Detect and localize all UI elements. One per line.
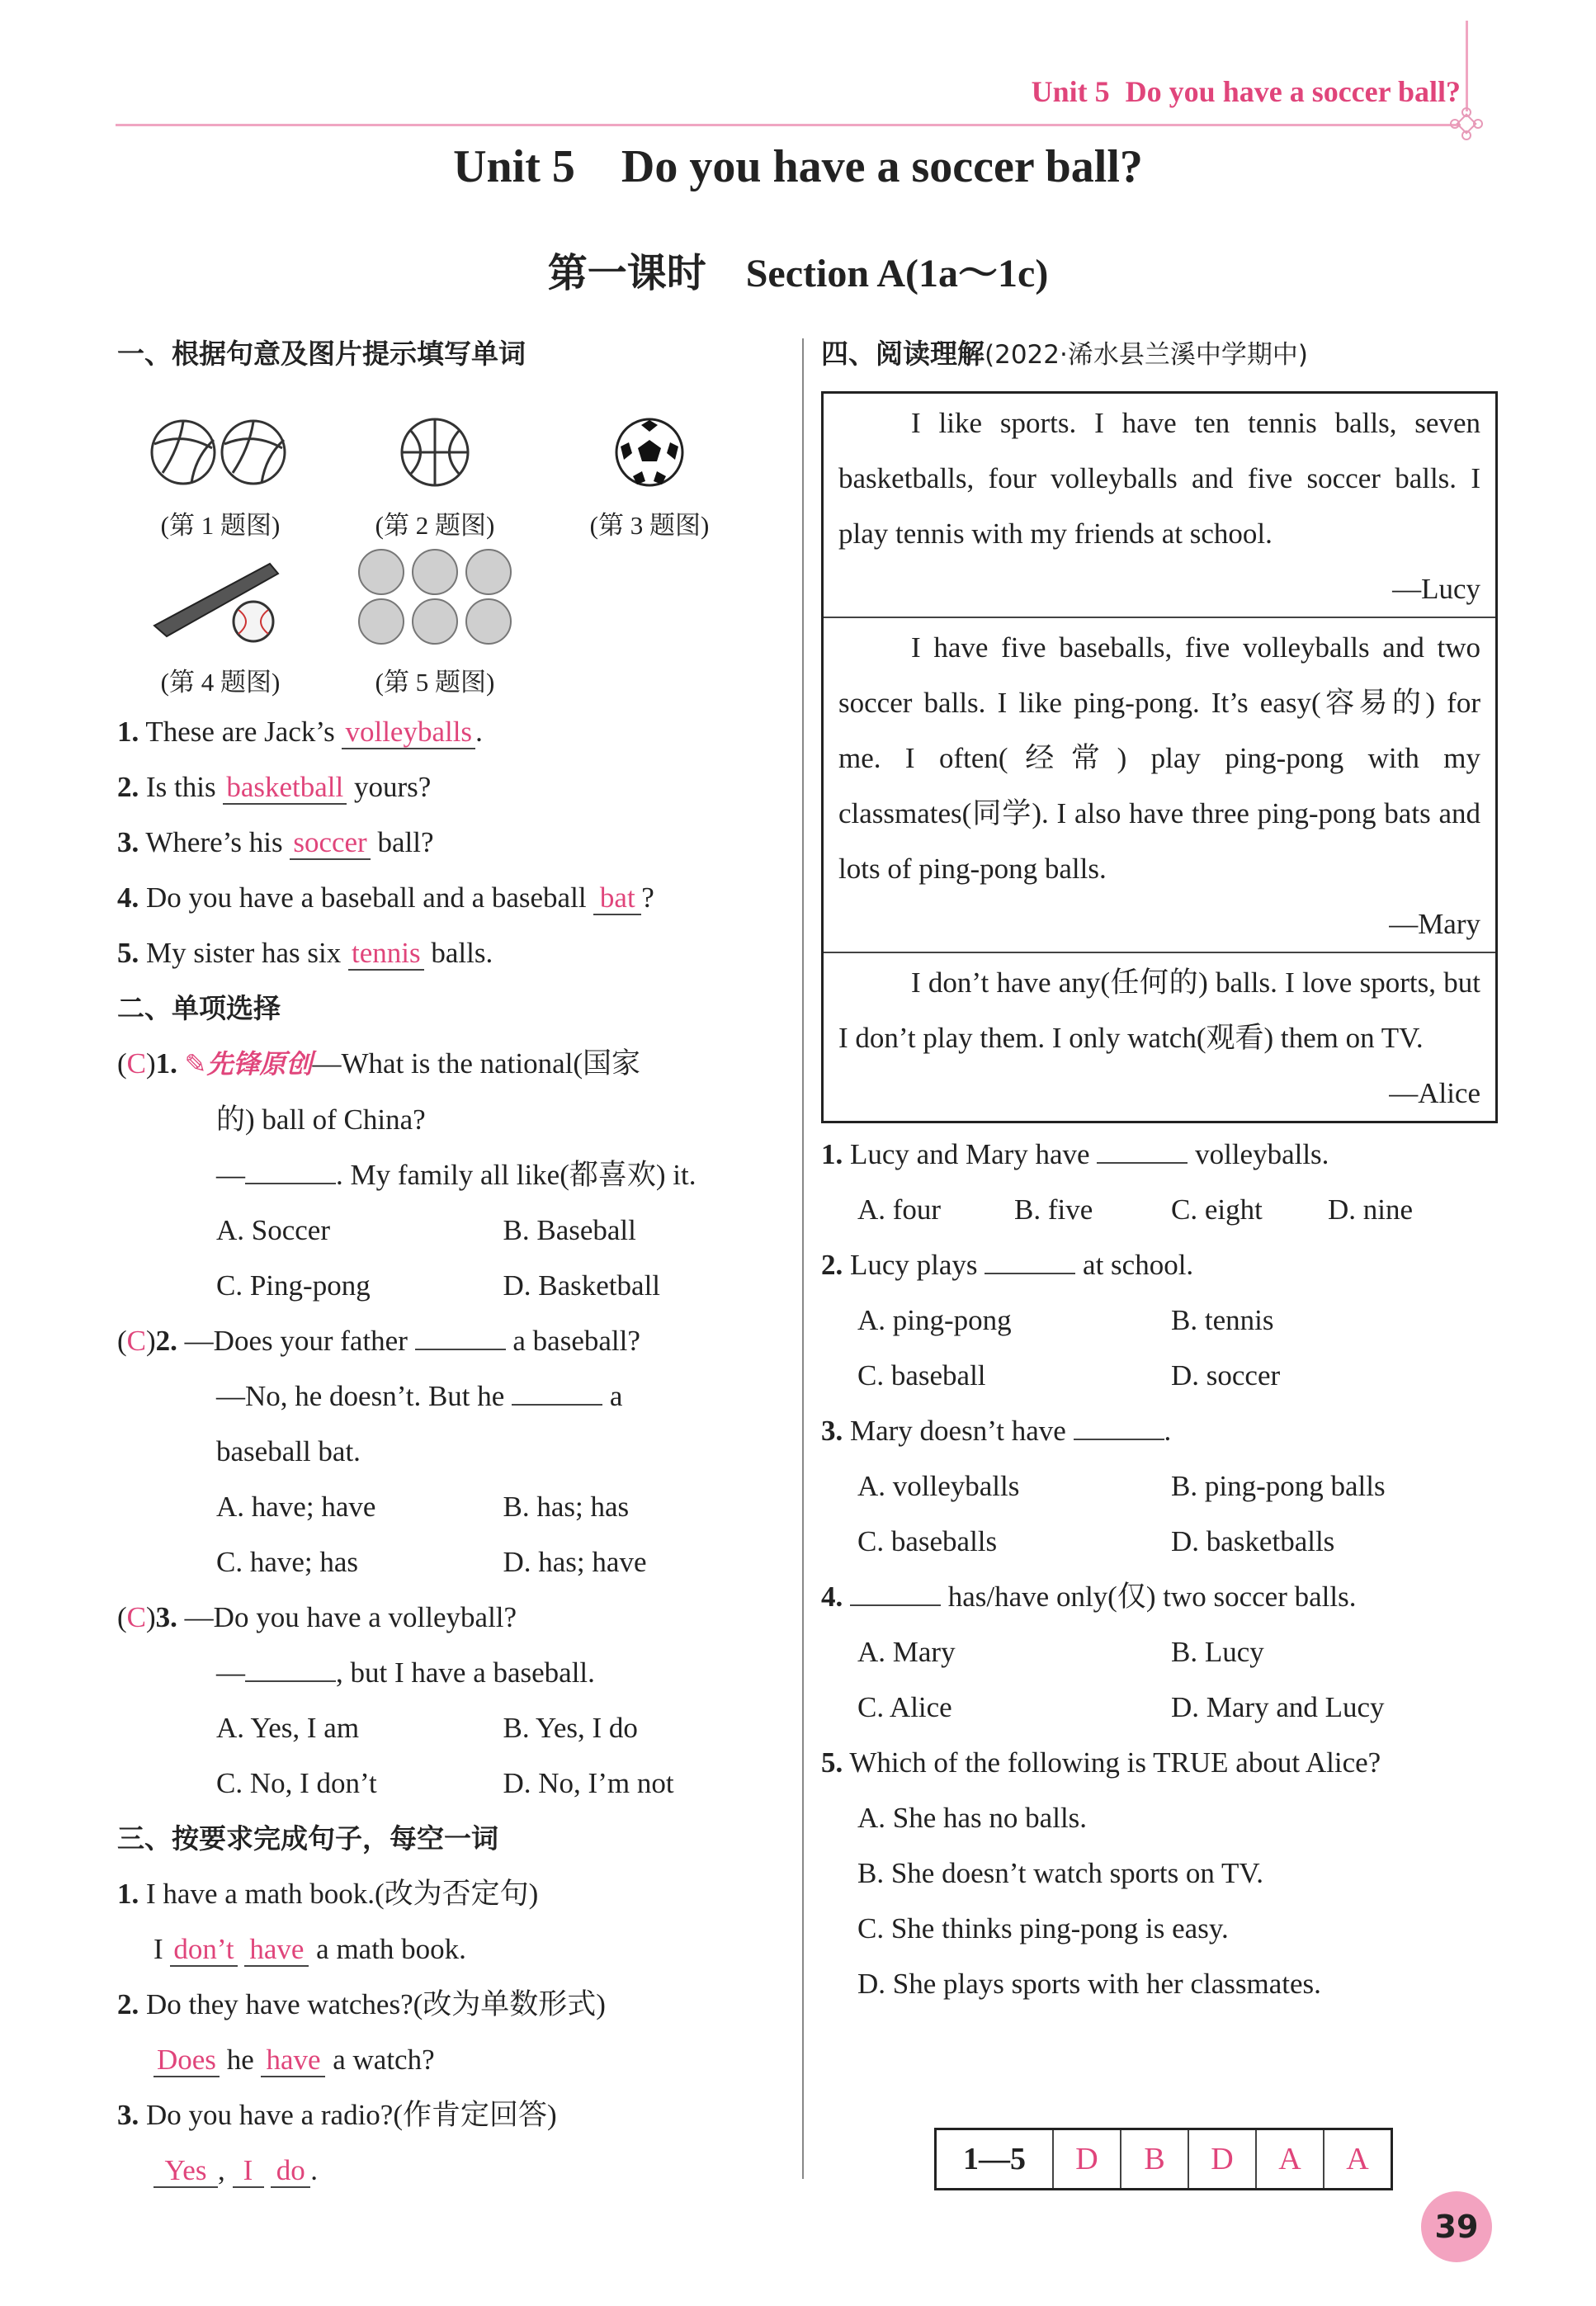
caption-5: (第 5 题图) bbox=[375, 668, 495, 697]
part4-heading-text: 四、阅读理解 bbox=[821, 338, 985, 370]
mc-stem: , but I have a baseball. bbox=[336, 1656, 595, 1689]
option[interactable]: C. Ping-pong bbox=[216, 1269, 371, 1302]
rq-1 bbox=[821, 1127, 1498, 1182]
option[interactable]: D. Mary and Lucy bbox=[1171, 1691, 1385, 1723]
passage-text: I don’t have any(任何的) balls. I love sports, but I don’t play them. I only watch(观看) them on TV. bbox=[838, 966, 1480, 1054]
passage-text: I like sports. I have ten tennis balls, seven basketballs, four volleyballs and five soccer balls. I play tennis with my friends at school. bbox=[838, 407, 1480, 550]
passage-mary bbox=[824, 617, 1495, 952]
option[interactable]: D. soccer bbox=[1171, 1359, 1281, 1392]
item-number: 1. bbox=[821, 1138, 843, 1170]
item-text: . bbox=[310, 2154, 318, 2186]
answer-field[interactable]: soccer bbox=[290, 828, 370, 860]
mc-options-3b bbox=[117, 1755, 790, 1811]
mc-stem: . My family all like(都喜欢) it. bbox=[336, 1159, 696, 1191]
part3-answer-3 bbox=[117, 2143, 790, 2198]
tennis-balls-icon bbox=[352, 547, 517, 646]
item-text: Where’s his bbox=[145, 826, 283, 858]
blank[interactable] bbox=[985, 1248, 1075, 1274]
item-text: My sister has six bbox=[146, 937, 342, 969]
rq-3 bbox=[821, 1403, 1498, 1458]
blank[interactable] bbox=[245, 1158, 336, 1184]
option[interactable]: A. have; have bbox=[216, 1491, 376, 1523]
item-text: I have a math book.(改为否定句) bbox=[146, 1878, 539, 1910]
part2-heading: 二、单项选择 bbox=[117, 992, 281, 1024]
option[interactable]: C. eight bbox=[1171, 1193, 1263, 1226]
part1-item-5 bbox=[117, 925, 790, 981]
answer-field[interactable]: bat bbox=[593, 883, 641, 915]
page-number: 39 bbox=[1421, 2191, 1492, 2262]
answer-cell[interactable]: D bbox=[1052, 2130, 1120, 2188]
option[interactable]: B. tennis bbox=[1171, 1304, 1274, 1336]
caption-3: (第 3 题图) bbox=[589, 511, 710, 540]
pic-basketball bbox=[323, 415, 546, 509]
answer-field[interactable]: I bbox=[233, 2156, 264, 2188]
brand-text: 先锋原创 bbox=[206, 1048, 313, 1080]
item-text: has/have only(仅) two soccer balls. bbox=[947, 1581, 1357, 1613]
part1-item-2 bbox=[117, 759, 790, 815]
answer-field[interactable]: tennis bbox=[348, 938, 424, 971]
option[interactable]: A. Soccer bbox=[216, 1214, 331, 1246]
left-column bbox=[117, 326, 790, 2198]
picture-row-1 bbox=[117, 381, 790, 509]
item-text: Do you have a radio?(作肯定回答) bbox=[146, 2099, 557, 2131]
item-text: Lucy plays bbox=[850, 1249, 978, 1281]
option[interactable]: B. ping-pong balls bbox=[1171, 1470, 1386, 1502]
chinese-knot-icon bbox=[1450, 107, 1483, 140]
blank[interactable] bbox=[512, 1379, 602, 1406]
part1-item-3 bbox=[117, 815, 790, 870]
answer-field[interactable]: have bbox=[261, 2045, 325, 2077]
option[interactable]: B. Yes, I do bbox=[503, 1712, 638, 1744]
rq-4-options bbox=[821, 1624, 1498, 1680]
option[interactable]: A. She has no balls. bbox=[857, 1802, 1088, 1834]
mc-stem: —No, he doesn’t. But he bbox=[216, 1380, 505, 1412]
option[interactable]: B. She doesn’t watch sports on TV. bbox=[857, 1857, 1263, 1889]
answer-field[interactable]: don’t bbox=[170, 1935, 237, 1967]
mc-options-1b bbox=[117, 1258, 790, 1313]
part1-item-4 bbox=[117, 870, 790, 925]
item-text: . bbox=[1164, 1415, 1172, 1447]
answer-cell[interactable]: D bbox=[1188, 2130, 1255, 2188]
pic-tennis-balls bbox=[323, 547, 546, 666]
part3-answer-1 bbox=[117, 1921, 790, 1977]
item-number: 3. bbox=[155, 1601, 177, 1633]
answer-cell[interactable]: B bbox=[1120, 2130, 1188, 2188]
column-divider bbox=[802, 338, 804, 2179]
item-text: balls. bbox=[431, 937, 493, 969]
answer-table-label: 1—5 bbox=[963, 2142, 1026, 2176]
blank[interactable] bbox=[415, 1324, 506, 1350]
answer-field[interactable]: basketball bbox=[223, 773, 347, 805]
brand-label: ✎先锋原创 bbox=[184, 1048, 313, 1080]
item-number: 3. bbox=[821, 1415, 843, 1447]
passage-signature: —Alice bbox=[1389, 1077, 1480, 1109]
item-number: 4. bbox=[117, 881, 139, 914]
item-number: 3. bbox=[117, 2099, 139, 2131]
item-number: 2. bbox=[117, 771, 139, 803]
option[interactable]: D. nine bbox=[1328, 1193, 1414, 1226]
part3-item-2 bbox=[117, 1977, 790, 2032]
item-text: ? bbox=[641, 881, 654, 914]
rq-3-options-b bbox=[821, 1514, 1498, 1569]
passage-signature: —Lucy bbox=[1392, 573, 1480, 605]
option[interactable]: C. No, I don’t bbox=[216, 1767, 377, 1799]
part3-item-3 bbox=[117, 2087, 790, 2143]
rq-1-options bbox=[821, 1182, 1498, 1237]
item-text: , bbox=[218, 2154, 225, 2186]
item-number: 3. bbox=[117, 826, 139, 858]
pic-volleyballs bbox=[117, 415, 323, 509]
item-text: . bbox=[475, 716, 483, 748]
item-number: 2. bbox=[117, 1988, 139, 2020]
pic-baseball-bat bbox=[117, 555, 323, 666]
item-text: I bbox=[153, 1933, 163, 1965]
mc-answer[interactable]: C bbox=[126, 1047, 147, 1080]
option[interactable]: B. five bbox=[1014, 1193, 1093, 1226]
right-column bbox=[821, 326, 1498, 2011]
option[interactable]: A. Mary bbox=[857, 1636, 956, 1668]
reading-box bbox=[821, 391, 1498, 1123]
item-text: Lucy and Mary have bbox=[850, 1138, 1090, 1170]
mc-stem: baseball bat. bbox=[216, 1435, 361, 1467]
item-text: Do you have a baseball and a baseball bbox=[146, 881, 587, 914]
item-text: yours? bbox=[354, 771, 432, 803]
option[interactable]: D. She plays sports with her classmates. bbox=[857, 1968, 1321, 2000]
answer-cell[interactable]: A bbox=[1255, 2130, 1323, 2188]
option[interactable]: C. Alice bbox=[857, 1691, 952, 1723]
item-text: These are Jack’s bbox=[145, 716, 335, 748]
caption-4: (第 4 题图) bbox=[160, 668, 281, 697]
soccer-ball-icon bbox=[612, 415, 687, 489]
option[interactable]: C. baseballs bbox=[857, 1525, 998, 1557]
mc-answer[interactable]: C bbox=[126, 1325, 147, 1357]
part1-items bbox=[117, 704, 790, 981]
mc-stem: —Do you have a volleyball? bbox=[184, 1601, 517, 1633]
header-rule bbox=[116, 124, 1461, 126]
answer-field[interactable]: volleyballs bbox=[342, 717, 475, 749]
rq-5 bbox=[821, 1735, 1498, 1790]
blank[interactable] bbox=[1074, 1414, 1164, 1440]
item-number: 1. bbox=[117, 1878, 139, 1910]
caption-row-1 bbox=[117, 509, 790, 542]
mc-options-2b bbox=[117, 1534, 790, 1590]
item-number: 1. bbox=[155, 1047, 177, 1080]
mc-item-3: (C)3. —Do you have a volleyball? bbox=[117, 1601, 517, 1633]
rq-4-options-b bbox=[821, 1680, 1498, 1735]
option[interactable]: D. Basketball bbox=[503, 1269, 661, 1302]
option[interactable]: D. basketballs bbox=[1171, 1525, 1335, 1557]
header-title bbox=[1023, 74, 1461, 109]
passage-alice bbox=[824, 952, 1495, 1121]
answer-cell[interactable]: A bbox=[1323, 2130, 1391, 2188]
mc-answer[interactable]: C bbox=[126, 1601, 147, 1633]
mc-stem: 的) ball of China? bbox=[216, 1103, 426, 1136]
option[interactable]: A. volleyballs bbox=[857, 1470, 1020, 1502]
part4-source: (2022·浠水县兰溪中学期中) bbox=[985, 340, 1308, 370]
blank[interactable] bbox=[1097, 1137, 1188, 1164]
mc-options-3 bbox=[117, 1700, 790, 1755]
rq-3-options bbox=[821, 1458, 1498, 1514]
rq-4 bbox=[821, 1569, 1498, 1624]
item-number: 2. bbox=[821, 1249, 843, 1281]
caption-row-2 bbox=[117, 666, 790, 699]
option[interactable]: B. Baseball bbox=[503, 1214, 636, 1246]
item-text: Is this bbox=[146, 771, 216, 803]
answer-field[interactable]: have bbox=[244, 1935, 309, 1967]
rq-2 bbox=[821, 1237, 1498, 1292]
volleyball-icon bbox=[146, 415, 295, 489]
header-unit: Unit 5 bbox=[1031, 75, 1110, 108]
item-number: 4. bbox=[821, 1581, 843, 1613]
mc-stem-line bbox=[117, 1368, 790, 1424]
item-text: volleyballs. bbox=[1195, 1138, 1329, 1170]
option[interactable]: A. ping-pong bbox=[857, 1304, 1012, 1336]
item-text: Do they have watches?(改为单数形式) bbox=[146, 1988, 606, 2020]
mc-options-1 bbox=[117, 1203, 790, 1258]
option[interactable]: A. four bbox=[857, 1193, 942, 1226]
part3-item-1 bbox=[117, 1866, 790, 1921]
pic-soccer-ball bbox=[546, 415, 753, 509]
option[interactable]: C. She thinks ping-pong is easy. bbox=[857, 1912, 1229, 1945]
answer-field[interactable]: Does bbox=[153, 2045, 220, 2077]
mc-stem-line: — , but I have a baseball. bbox=[216, 1656, 595, 1689]
part1-heading: 一、根据句意及图片提示填写单词 bbox=[117, 338, 526, 370]
item-number: 2. bbox=[155, 1325, 177, 1357]
answer-field[interactable]: Yes bbox=[153, 2156, 218, 2188]
option[interactable]: D. No, I’m not bbox=[503, 1767, 674, 1799]
passage-signature: —Mary bbox=[1389, 908, 1480, 940]
mc-options-2 bbox=[117, 1479, 790, 1534]
basketball-icon bbox=[398, 415, 472, 489]
item-text: ball? bbox=[377, 826, 434, 858]
caption-1: (第 1 题图) bbox=[160, 511, 281, 540]
mc-stem: —Does your father bbox=[184, 1325, 408, 1357]
item-text: he bbox=[226, 2044, 254, 2076]
baseball-bat-icon bbox=[146, 555, 295, 646]
passage-text: I have five baseballs, five volleyballs and two soccer balls. I like ping-pong. It’s easy(容易的) for me. I often(经常) play ping-pong with my classmates(同学). I also have three ping-pong bats and lots of ping-pong balls. bbox=[838, 631, 1480, 885]
picture-row-2 bbox=[117, 542, 790, 666]
rq-2-options bbox=[821, 1292, 1498, 1348]
reading-questions bbox=[821, 1127, 1498, 2011]
option[interactable]: D. has; have bbox=[503, 1546, 647, 1578]
option[interactable]: B. has; has bbox=[503, 1491, 630, 1523]
caption-2: (第 2 题图) bbox=[375, 511, 495, 540]
item-text: at school. bbox=[1083, 1249, 1194, 1281]
option[interactable]: B. Lucy bbox=[1171, 1636, 1264, 1668]
mc-stem: —What is the national(国家 bbox=[312, 1047, 641, 1080]
mc-stem: a baseball? bbox=[512, 1325, 640, 1357]
option[interactable]: C. have; has bbox=[216, 1546, 359, 1578]
header-vertical-rule bbox=[1466, 21, 1468, 111]
item-text: Which of the following is TRUE about Alice? bbox=[849, 1746, 1381, 1779]
page-title: Unit 5 Do you have a soccer ball? bbox=[453, 141, 1143, 192]
lesson-title: 第一课时 Section A(1a～1c) bbox=[547, 252, 1049, 295]
item-number: 5. bbox=[117, 937, 139, 969]
part1-item-1 bbox=[117, 704, 790, 759]
option[interactable]: C. baseball bbox=[857, 1359, 986, 1392]
mc-stem: a bbox=[609, 1380, 623, 1412]
mc-stem-line: — . My family all like(都喜欢) it. bbox=[216, 1159, 696, 1191]
answer-field[interactable]: do bbox=[271, 2156, 310, 2188]
header-unit-title: Do you have a soccer ball? bbox=[1125, 75, 1461, 108]
part3-heading: 三、按要求完成句子，每空一词 bbox=[117, 1822, 498, 1855]
part3-answer-2 bbox=[117, 2032, 790, 2087]
mc-item-2: (C)2. —Does your father a baseball? bbox=[117, 1325, 640, 1357]
passage-lucy bbox=[824, 394, 1495, 617]
item-text: a math book. bbox=[316, 1933, 466, 1965]
answer-table bbox=[934, 2128, 1393, 2190]
part4-heading bbox=[821, 326, 1498, 383]
rq-2-options-b bbox=[821, 1348, 1498, 1403]
mc-item-1: (C)1. ✎先锋原创—What is the national(国家 bbox=[117, 1047, 641, 1080]
blank[interactable] bbox=[245, 1656, 336, 1682]
item-number: 1. bbox=[117, 716, 139, 748]
blank[interactable] bbox=[850, 1580, 941, 1606]
item-text: Mary doesn’t have bbox=[850, 1415, 1066, 1447]
item-text: a watch? bbox=[333, 2044, 435, 2076]
item-number: 5. bbox=[821, 1746, 843, 1779]
option[interactable]: A. Yes, I am bbox=[216, 1712, 360, 1744]
